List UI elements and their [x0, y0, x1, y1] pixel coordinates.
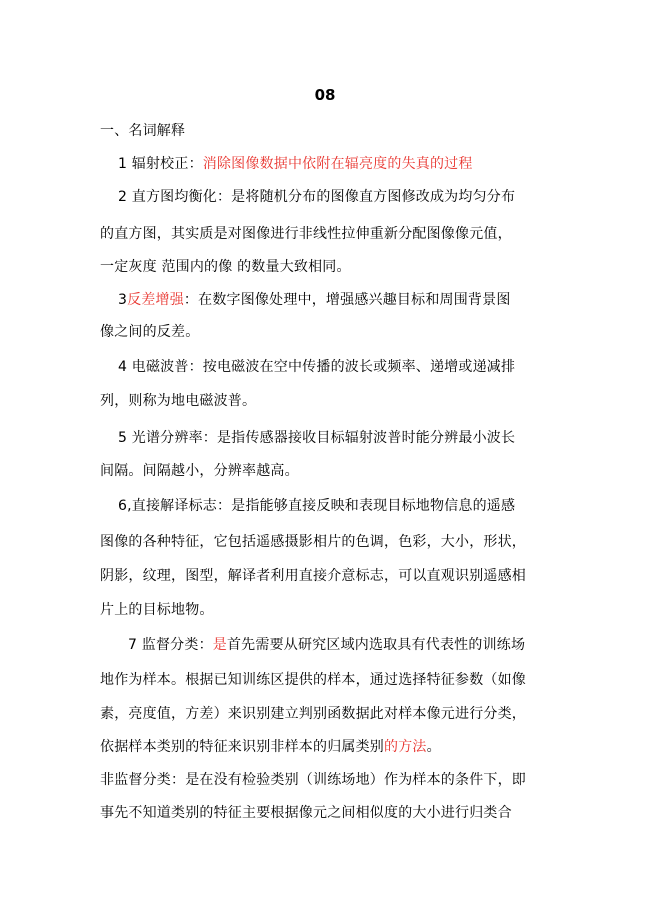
entry-5: [118, 428, 578, 448]
entry-3-term-suffix: ：: [183, 292, 199, 308]
entry-6-line-3: 阴影，纹理，图型，解译者利用直接介意标志，可以直观识别遥感相: [100, 568, 526, 584]
entry-3-line-2: 像之间的反差。: [100, 324, 200, 340]
entry-8: [100, 770, 560, 790]
entry-1-definition: 消除图像数据中依附在辐亮度的失真的过程: [202, 156, 473, 172]
entry-8-line-2: 事先不知道类别的特征主要根据像元之间相似度的大小进行归类合: [100, 805, 512, 821]
entry-6-line-1: 是指能够直接反映和表现目标地物信息的遥感: [231, 498, 516, 514]
entry-7-line-4: [100, 737, 560, 757]
entry-2-number: 2: [118, 189, 128, 205]
entry-1: [118, 154, 578, 174]
entry-5-number: 5: [118, 430, 128, 446]
entry-2-line-1: 是将随机分布的图像直方图修改成为均匀分布: [231, 189, 516, 205]
entry-4-line-1: 按电磁波在空中传播的波长或频率、递增或递减排: [202, 359, 516, 375]
entry-5-term: 光谱分辨率：: [131, 430, 217, 446]
entry-6: [118, 496, 578, 516]
entry-7-tail-red: 的方法: [384, 739, 427, 755]
entry-4-line-2: 列，则称为地电磁波普。: [100, 393, 257, 409]
entry-4-number: 4: [118, 359, 128, 375]
entry-6-line-4: 片上的目标地物。: [100, 602, 214, 618]
entry-1-number: 1: [118, 156, 128, 172]
entry-2-line-2: 的直方图，其实质是对图像进行非线性拉伸重新分配图像像元值，: [100, 226, 512, 242]
entry-3-term: 反差增强: [127, 292, 184, 308]
entry-1-term: 辐射校正：: [131, 156, 203, 172]
entry-7-tail-black: 。: [426, 739, 441, 755]
entry-6-number: 6,: [118, 498, 132, 514]
entry-7: [128, 635, 588, 655]
entry-3-number: 3: [118, 292, 128, 308]
entry-7-line-1: 首先需要从研究区域内选取具有代表性的训练场: [226, 637, 526, 653]
entry-7-line-2: 地作为样本。根据已知训练区提供的样本，通过选择特征参数（如像: [100, 672, 526, 688]
entry-4-term: 电磁波普：: [131, 359, 203, 375]
entry-7-term: 监督分类：: [141, 637, 213, 653]
entry-5-line-2: 间隔。间隔越小，分辨率越高。: [100, 463, 299, 479]
entry-8-term: 非监督分类：: [100, 772, 186, 788]
page-title: 08: [314, 86, 336, 104]
section-heading: 一、名词解释: [100, 123, 186, 139]
entry-6-line-2: 图像的各种特征，它包括遥感摄影相片的色调，色彩，大小，形状，: [100, 534, 526, 550]
entry-2-term: 直方图均衡化：: [131, 189, 232, 205]
entry-3-line-1: 在数字图像处理中，增强感兴趣目标和周围背景图: [198, 292, 511, 308]
entry-2: [118, 187, 578, 207]
entry-7-red-word: 是: [212, 637, 227, 653]
entry-5-line-1: 是指传感器接收目标辐射波普时能分辨最小波长: [216, 430, 516, 446]
entry-7-line-4-text: 依据样本类别的特征来识别非样本的归属类别: [100, 739, 384, 755]
entry-2-line-3: 一定灰度 范围内的像 的数量大致相同。: [100, 259, 351, 275]
entry-8-line-1: 是在没有检验类别（训练场地）作为样本的条件下，即: [185, 772, 527, 788]
entry-4: [118, 357, 578, 377]
entry-7-line-3: 素，亮度值，方差）来识别建立判别函数据此对样本像元进行分类，: [100, 706, 526, 722]
entry-3: [118, 290, 578, 310]
entry-6-term: 直接解译标志：: [131, 498, 232, 514]
entry-7-number: 7: [128, 637, 138, 653]
